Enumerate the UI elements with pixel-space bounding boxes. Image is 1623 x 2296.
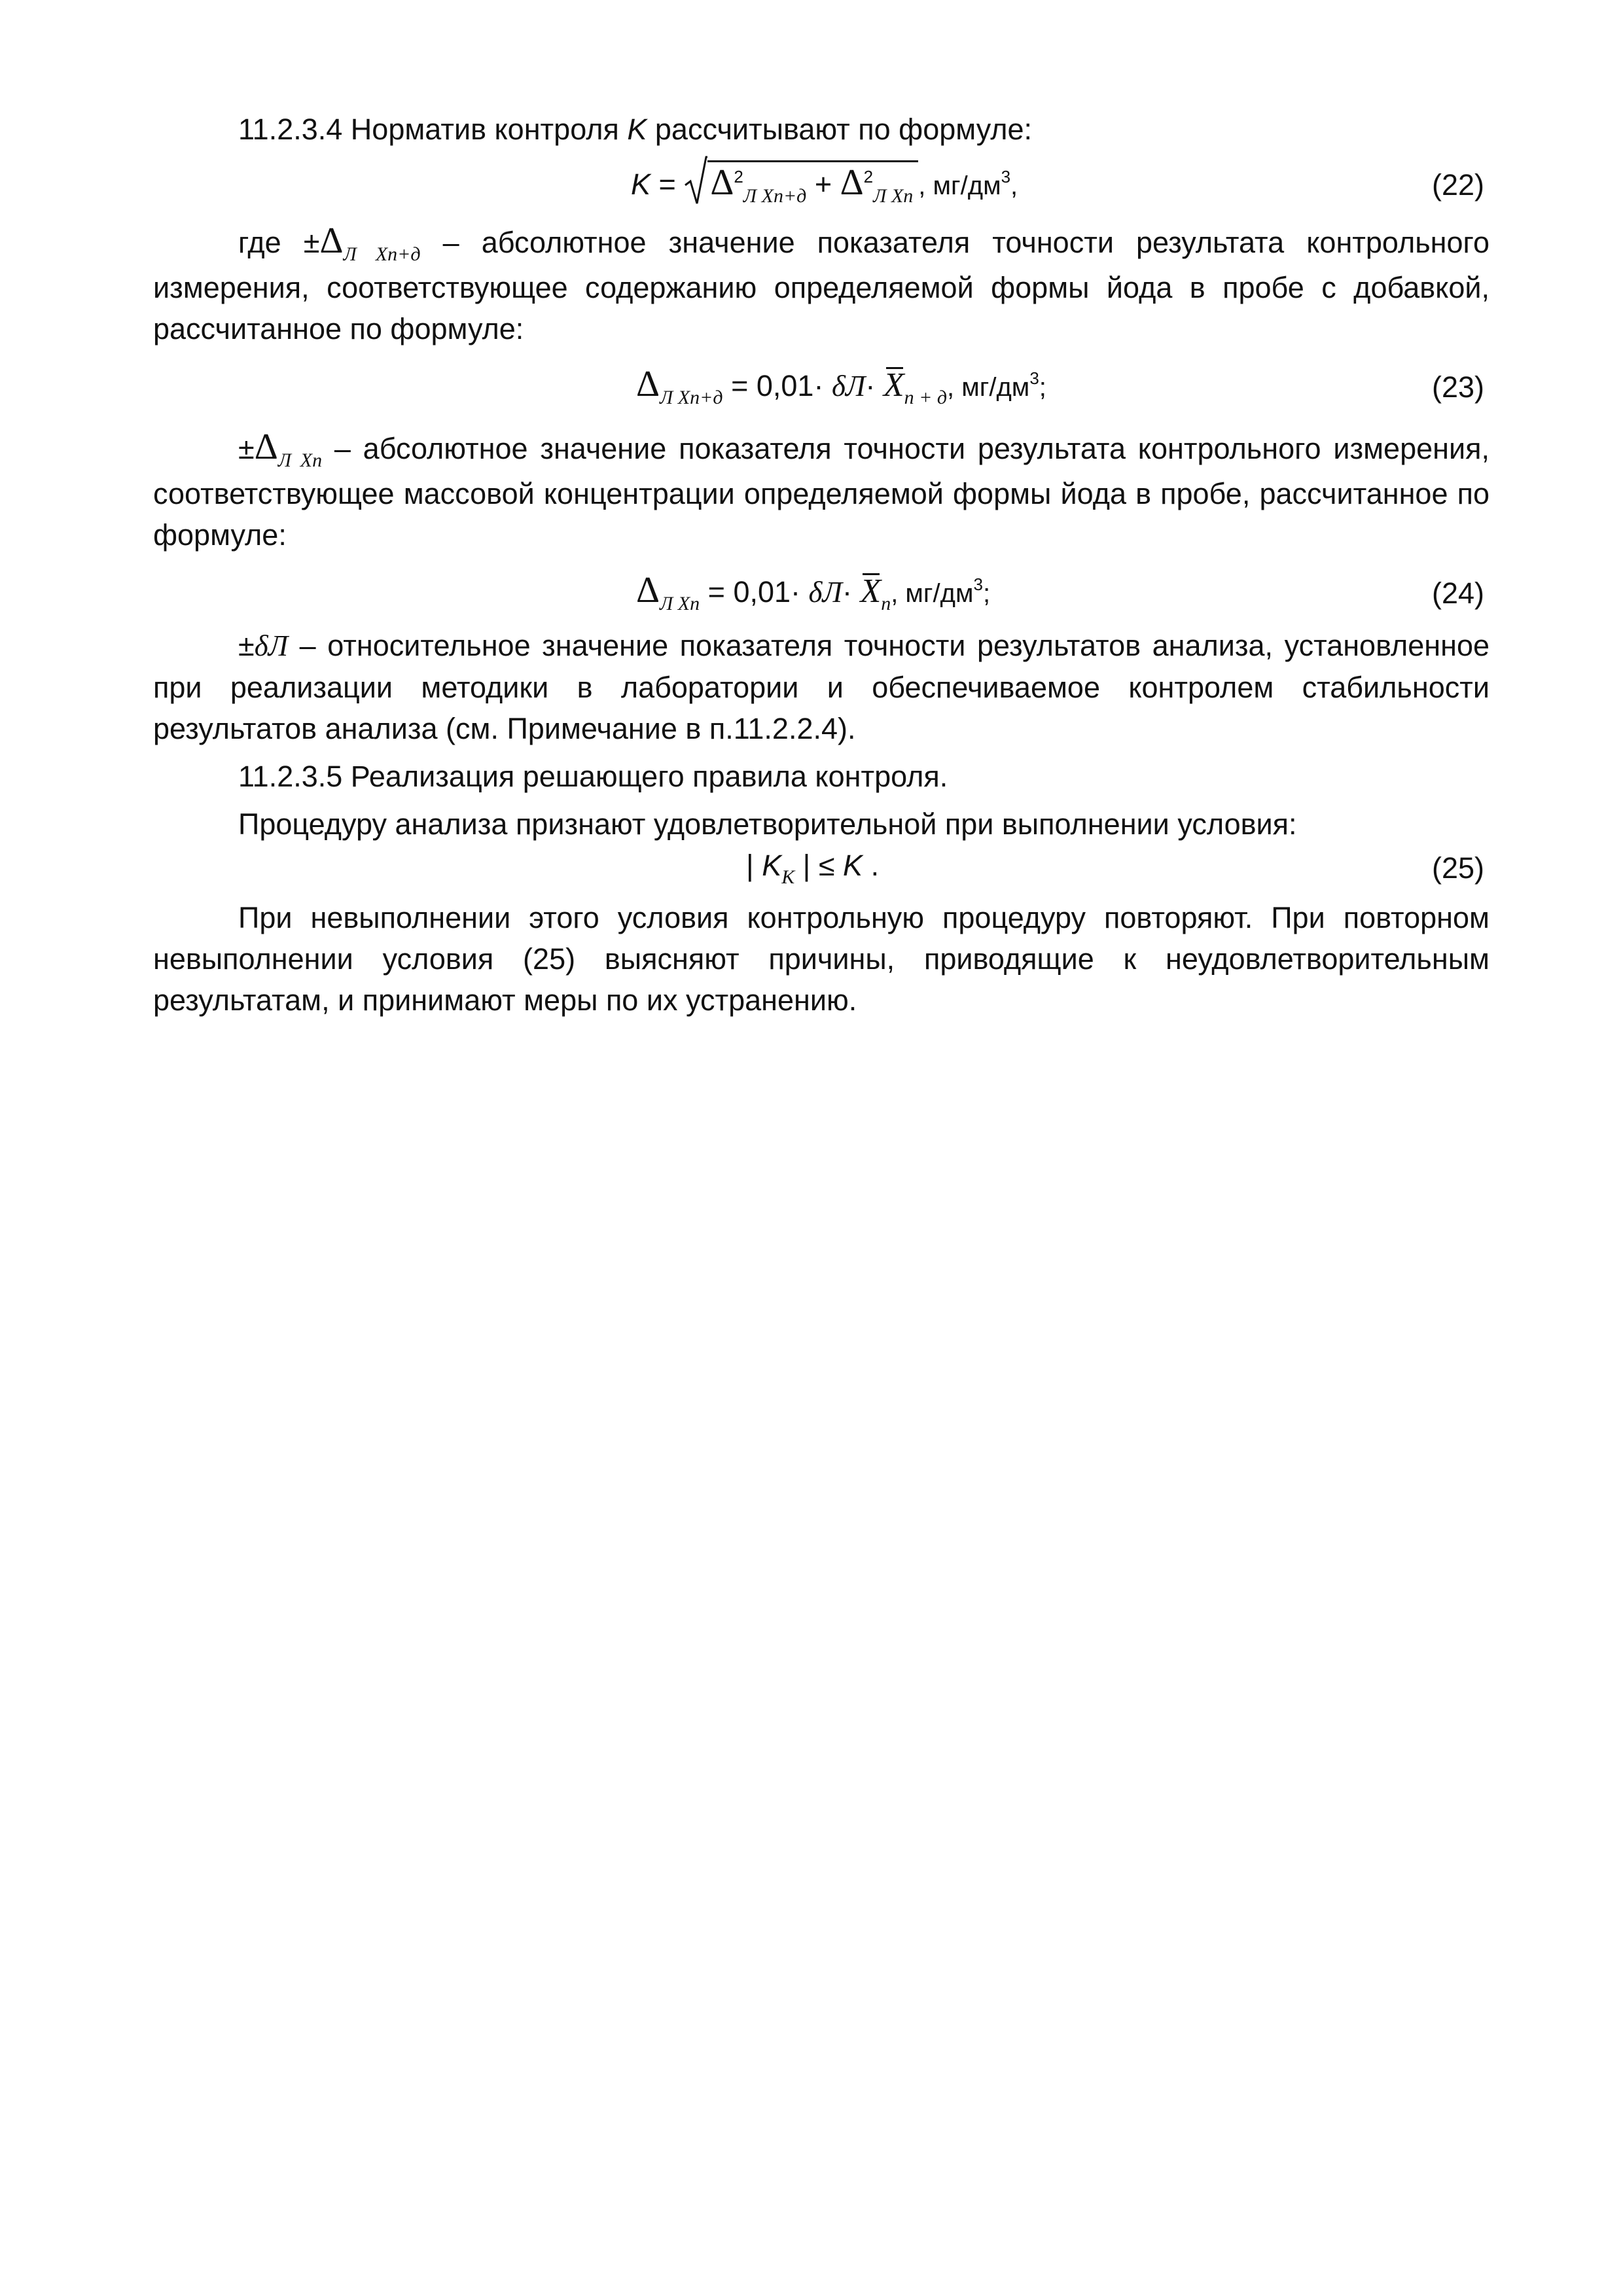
f25-K: K [843, 849, 863, 882]
equation-number-25: (25) [1431, 851, 1484, 885]
paragraph-delta-l [153, 625, 1489, 749]
p2-delta: Δ [254, 427, 278, 467]
p1-delta: Δ [319, 221, 344, 261]
f23-dot: · [865, 369, 883, 402]
f22-sub-1: Л Xп+д [743, 185, 807, 207]
f22-unit-sup: 3 [1001, 167, 1011, 186]
section-text: рассчитывают по формуле: [647, 113, 1032, 146]
f23-eq: = 0,01· [722, 369, 832, 402]
f22-square-2: 2 [863, 167, 874, 186]
section-11-2-3-5: 11.2.3.5 Реализация решающего правила контроля. [238, 760, 948, 793]
f24-delta: Δ [636, 570, 660, 610]
f24-delta-l: δЛ [808, 576, 842, 609]
p2-lead: ± [238, 432, 255, 465]
p1-lead: где ± [238, 226, 320, 259]
f22-delta-1: Δ [710, 162, 734, 203]
f22-lhs: K [631, 168, 651, 201]
f23-delta-l: δЛ [831, 370, 866, 402]
section-11-2-3-4 [153, 109, 1489, 150]
f24-x-mean: X [860, 571, 881, 612]
f23-unit-sup: 3 [1029, 368, 1039, 388]
f24-unit: , мг/дм [891, 579, 974, 608]
f23-x-mean: X [883, 364, 904, 406]
f22-sub-2: Л Xп [873, 185, 914, 207]
p1-sub: Л Xп+д [343, 243, 421, 265]
f24-x-sub: п [881, 593, 891, 614]
square-root [684, 160, 918, 209]
paragraph-condition: Процедуру анализа признают удовлетворительной при выполнении условия: [238, 807, 1297, 841]
formula-22 [153, 154, 1489, 209]
section-heading: 11.2.3.4 Норматив контроля [238, 113, 619, 146]
p2-text: – абсолютное значение показателя точности результата контрольного измерения, соответствующее массовой концентрации определяемой формы йода в пробе, рассчитанное по формуле: [153, 432, 1489, 552]
p3-lead: ± [238, 629, 255, 662]
f24-unit-sup: 3 [973, 574, 983, 594]
f24-dot: · [842, 575, 861, 609]
f22-plus: + [806, 168, 840, 201]
p3-text: – относительное значение показателя точности результатов анализа, установленное при реализации методики в лаборатории и обеспечиваемое контролем стабильности результатов анализа (см. Примечание в п.11.2.2.4). [153, 629, 1489, 745]
paragraph-delta-xn [153, 427, 1489, 556]
f24-unit-end: ; [982, 579, 991, 608]
f23-sub: Л Xп+д [660, 387, 723, 408]
paragraph-delta-xn-d [153, 221, 1489, 349]
document-body [153, 109, 1489, 1021]
formula-24 [153, 561, 1489, 616]
formula-23 [153, 355, 1489, 410]
equation-number-22: (22) [1431, 168, 1484, 202]
f24-sub: Л Xп [660, 593, 700, 614]
f23-unit: , мг/дм [947, 373, 1030, 402]
f25-close: | ≤ [794, 849, 844, 882]
f22-square-1: 2 [734, 167, 743, 186]
f22-unit: , мг/дм [918, 171, 1001, 200]
symbol-K: K [627, 113, 647, 146]
p3-delta-l: δЛ [254, 629, 289, 662]
f23-x-sub: п + д [904, 387, 948, 408]
radical-sign-icon [684, 155, 707, 206]
f25-k: K [762, 849, 782, 882]
f22-delta-2: Δ [840, 162, 864, 203]
f24-eq: = 0,01· [700, 575, 809, 609]
f25-k-sub: К [781, 866, 795, 888]
f22-unit-end: , [1010, 171, 1018, 200]
paragraph-repeat: При невыполнении этого условия контрольную процедуру повторяют. При повторном невыполнении условия (25) выясняют причины, приводящие к неудовлетворительным результатам, и принимают меры по их устранению. [153, 901, 1489, 1017]
p1-text: – абсолютное значение показателя точности результата контрольного измерения, соответствующее содержанию определяемой формы йода в пробе с добавкой, рассчитанное по формуле: [153, 226, 1489, 345]
formula-25 [153, 845, 1489, 891]
f23-delta: Δ [636, 364, 660, 404]
f22-eq: = [651, 168, 685, 201]
f23-unit-end: ; [1039, 373, 1046, 402]
f25-end: . [863, 849, 880, 882]
equation-number-24: (24) [1431, 576, 1484, 610]
equation-number-23: (23) [1431, 370, 1484, 404]
f25-open: | [746, 849, 762, 882]
p2-sub: Л Xп [277, 450, 323, 471]
